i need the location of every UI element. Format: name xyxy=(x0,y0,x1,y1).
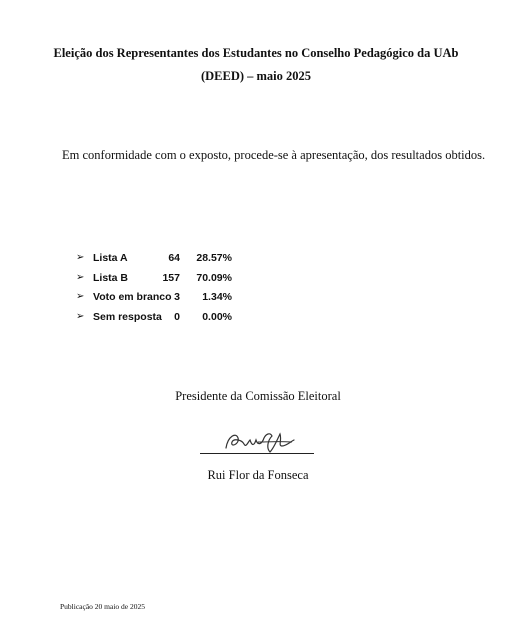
document-title-line-1: Eleição dos Representantes dos Estudantes no Conselho Pedagógico da UAb xyxy=(53,46,459,60)
result-label: Sem resposta xyxy=(93,310,162,323)
result-label: Voto em branco xyxy=(93,291,172,303)
intro-paragraph: Em conformidade com o exposto, procede-se à apresentação, dos resultados obtidos. xyxy=(62,148,486,162)
signatory-role: Presidente da Comissão Eleitoral xyxy=(175,389,341,403)
signatory-name: Rui Flor da Fonseca xyxy=(207,468,309,482)
result-percent: 70.09% xyxy=(196,271,232,284)
result-label: Lista B xyxy=(93,271,129,284)
publication-footer: Publicação 20 maio de 2025 xyxy=(60,602,145,611)
result-percent: 28.57% xyxy=(196,252,232,264)
result-votes: 64 xyxy=(168,252,180,264)
arrow-bullet-icon: ➢ xyxy=(76,291,85,302)
result-votes: 0 xyxy=(174,310,180,323)
result-votes: 157 xyxy=(162,271,180,284)
signature-line xyxy=(200,453,314,454)
document-title-line-2: (DEED) – maio 2025 xyxy=(200,69,312,83)
result-votes: 3 xyxy=(174,291,180,303)
arrow-bullet-icon: ➢ xyxy=(76,271,85,283)
arrow-bullet-icon: ➢ xyxy=(76,310,85,322)
result-percent: 0.00% xyxy=(202,310,232,323)
result-label: Lista A xyxy=(93,252,128,264)
result-percent: 1.34% xyxy=(202,291,232,303)
arrow-bullet-icon: ➢ xyxy=(76,252,85,263)
